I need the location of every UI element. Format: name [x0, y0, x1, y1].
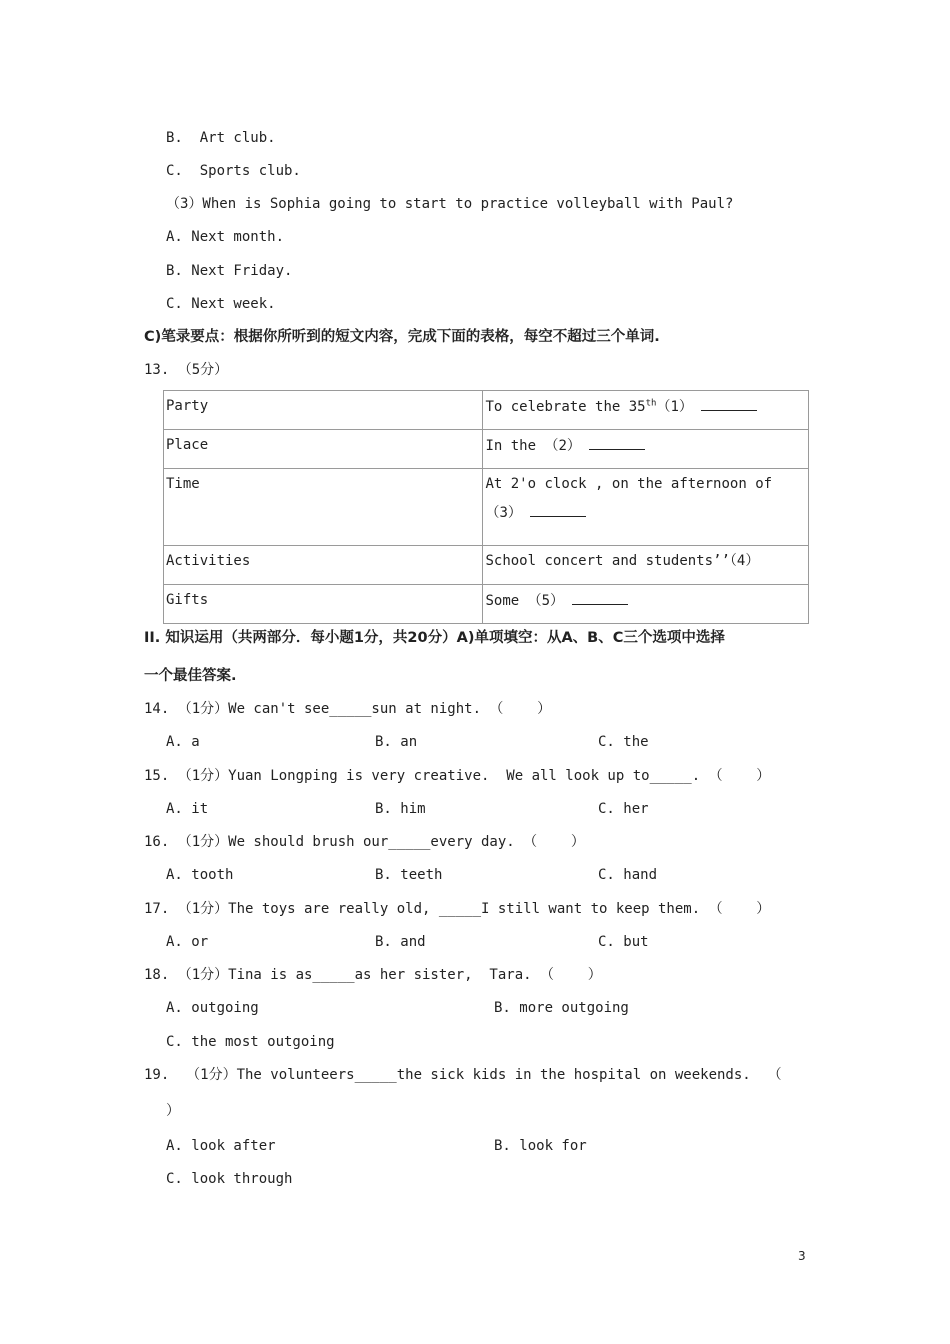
table-key: Party — [164, 391, 483, 430]
answer-blank-2[interactable] — [589, 435, 645, 450]
question-19-option-b[interactable]: B. look for — [494, 1138, 587, 1154]
question-19-option-c[interactable]: C. look through — [166, 1171, 293, 1187]
table-key: Activities — [164, 546, 483, 585]
table-value: At 2'o clock , on the afternoon of （3） — [483, 469, 809, 546]
section-ii-heading-line2: 一个最佳答案. — [144, 668, 237, 684]
table-value: To celebrate the 35th（1） — [483, 391, 809, 430]
q12-3-option-b: B. Next Friday. — [166, 263, 293, 279]
question-19-stem: 19. （1分）The volunteers_____the sick kids in the hospital on weekends. （ — [144, 1067, 782, 1083]
table-key: Time — [164, 469, 483, 546]
question-15-option-a[interactable]: A. it — [166, 801, 209, 817]
table-value: School concert and students’’（4） — [483, 546, 809, 585]
question-15-option-c[interactable]: C. her — [598, 801, 649, 817]
question-16-option-a[interactable]: A. tooth — [166, 867, 234, 883]
table-key: Place — [164, 430, 483, 469]
q12-option-c: C. Sports club. — [166, 163, 301, 179]
question-18-option-a[interactable]: A. outgoing — [166, 1000, 259, 1016]
table-row — [164, 546, 809, 585]
question-17-option-b[interactable]: B. and — [375, 934, 426, 950]
table-row — [164, 469, 809, 546]
notes-table — [163, 390, 809, 624]
table-row — [164, 585, 809, 624]
question-16-option-c[interactable]: C. hand — [598, 867, 658, 883]
question-16-stem: 16. （1分）We should brush our_____every day. （ ） — [144, 834, 585, 850]
q12-option-b: B. Art club. — [166, 130, 276, 146]
section-ii-heading-line1: II. 知识运用（共两部分．每小题1分，共20分）A)单项填空：从A、B、C三个选项中选择 — [144, 630, 725, 646]
table-value: Some （5） — [483, 585, 809, 624]
q12-3-option-a: A. Next month. — [166, 229, 285, 245]
page-number: 3 — [798, 1249, 806, 1263]
question-18-stem: 18. （1分）Tina is as_____as her sister, Tara. （ ） — [144, 967, 602, 983]
answer-blank-3[interactable] — [530, 502, 586, 517]
question-19-option-a[interactable]: A. look after — [166, 1138, 276, 1154]
section-c-heading: C)笔录要点：根据你所听到的短文内容，完成下面的表格，每空不超过三个单词. — [144, 329, 660, 345]
table-key: Gifts — [164, 585, 483, 624]
question-17-option-c[interactable]: C. but — [598, 934, 649, 950]
table-row — [164, 430, 809, 469]
answer-blank-1[interactable] — [701, 396, 757, 411]
question-14-option-c[interactable]: C. the — [598, 734, 649, 750]
question-17-option-a[interactable]: A. or — [166, 934, 209, 950]
question-14-option-b[interactable]: B. an — [375, 734, 418, 750]
q13-label: 13. （5分） — [144, 362, 229, 378]
question-19-stem-continued: ） — [166, 1103, 180, 1119]
question-14-option-a[interactable]: A. a — [166, 734, 200, 750]
question-17-stem: 17. （1分）The toys are really old, _____I still want to keep them. （ ） — [144, 901, 771, 917]
answer-blank-5[interactable] — [572, 590, 628, 605]
question-16-option-b[interactable]: B. teeth — [375, 867, 443, 883]
question-14-stem: 14. （1分）We can't see_____sun at night. （ ） — [144, 701, 552, 717]
question-15-stem: 15. （1分）Yuan Longping is very creative. We all look up to_____. （ ） — [144, 768, 771, 784]
question-18-option-b[interactable]: B. more outgoing — [494, 1000, 629, 1016]
table-row — [164, 391, 809, 430]
table-value: In the （2） — [483, 430, 809, 469]
q12-subquestion-3: （3）When is Sophia going to start to practice volleyball with Paul? — [166, 196, 734, 212]
question-15-option-b[interactable]: B. him — [375, 801, 426, 817]
q12-3-option-c: C. Next week. — [166, 296, 276, 312]
question-18-option-c[interactable]: C. the most outgoing — [166, 1034, 335, 1050]
